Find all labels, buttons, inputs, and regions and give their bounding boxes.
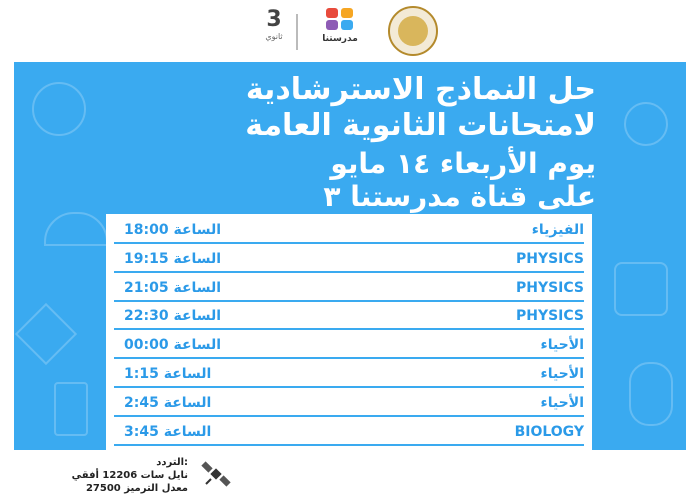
time: الساعة 18:00 (124, 222, 222, 238)
logo-divider (296, 14, 298, 50)
time: الساعة 19:15 (124, 250, 222, 267)
madrasatna-logo-text: مدرستنا (322, 34, 358, 44)
subject: الفيزياء (531, 222, 584, 238)
frequency-line-1: نايل سات 12206 أفقي (71, 470, 188, 481)
time: الساعة 1:15 (124, 365, 212, 382)
table-row (114, 422, 584, 446)
title-line-3: يوم الأربعاء ١٤ مايو (330, 147, 596, 180)
doodle-flask (629, 362, 673, 426)
header (0, 0, 700, 62)
table-row (114, 393, 584, 417)
time: الساعة 22:30 (124, 308, 222, 325)
title-line-2: لامتحانات الثانوية العامة (245, 108, 596, 143)
title-line-4: على قناة مدرستنا ٣ (323, 180, 596, 213)
subject: PHYSICS (515, 250, 584, 267)
thanawy-logo-text: ثانوي (265, 32, 283, 41)
doodle-circle-right (624, 102, 668, 146)
madrasatna-logo (310, 8, 370, 54)
thanawy-logo-number: 3 (266, 7, 282, 32)
subject: الأحياء (540, 337, 584, 354)
title-line-1: حل النماذج الاسترشادية (245, 72, 596, 107)
subject: PHYSICS (515, 308, 584, 325)
table-row (114, 278, 584, 302)
subject: الأحياء (540, 394, 584, 411)
table-row (114, 220, 584, 244)
thanawy-logo (254, 8, 294, 54)
subject: الأحياء (540, 365, 584, 382)
doodle-ruler (54, 382, 88, 436)
madrasatna-blocks-icon (326, 8, 354, 30)
doodle-diamond (15, 303, 77, 365)
table-row (114, 249, 584, 273)
frequency-title: التردد: (156, 457, 188, 468)
satellite-icon (200, 458, 232, 490)
time: الساعة 21:05 (124, 279, 222, 296)
doodle-square (614, 262, 668, 316)
subject: BIOLOGY (514, 423, 584, 440)
ministry-emblem-icon (388, 6, 438, 56)
table-row (114, 364, 584, 388)
subject: PHYSICS (515, 279, 584, 296)
table-row (114, 335, 584, 359)
time: الساعة 00:00 (124, 337, 222, 354)
schedule-table (106, 214, 592, 450)
frequency-line-2: معدل الترميز 27500 (85, 483, 188, 494)
time: الساعة 2:45 (124, 394, 212, 411)
logos (248, 4, 448, 58)
table-row (114, 306, 584, 330)
doodle-eye (44, 212, 108, 246)
frequency-info (72, 456, 188, 495)
schedule-panel (14, 62, 686, 450)
time: الساعة 3:45 (124, 423, 212, 440)
